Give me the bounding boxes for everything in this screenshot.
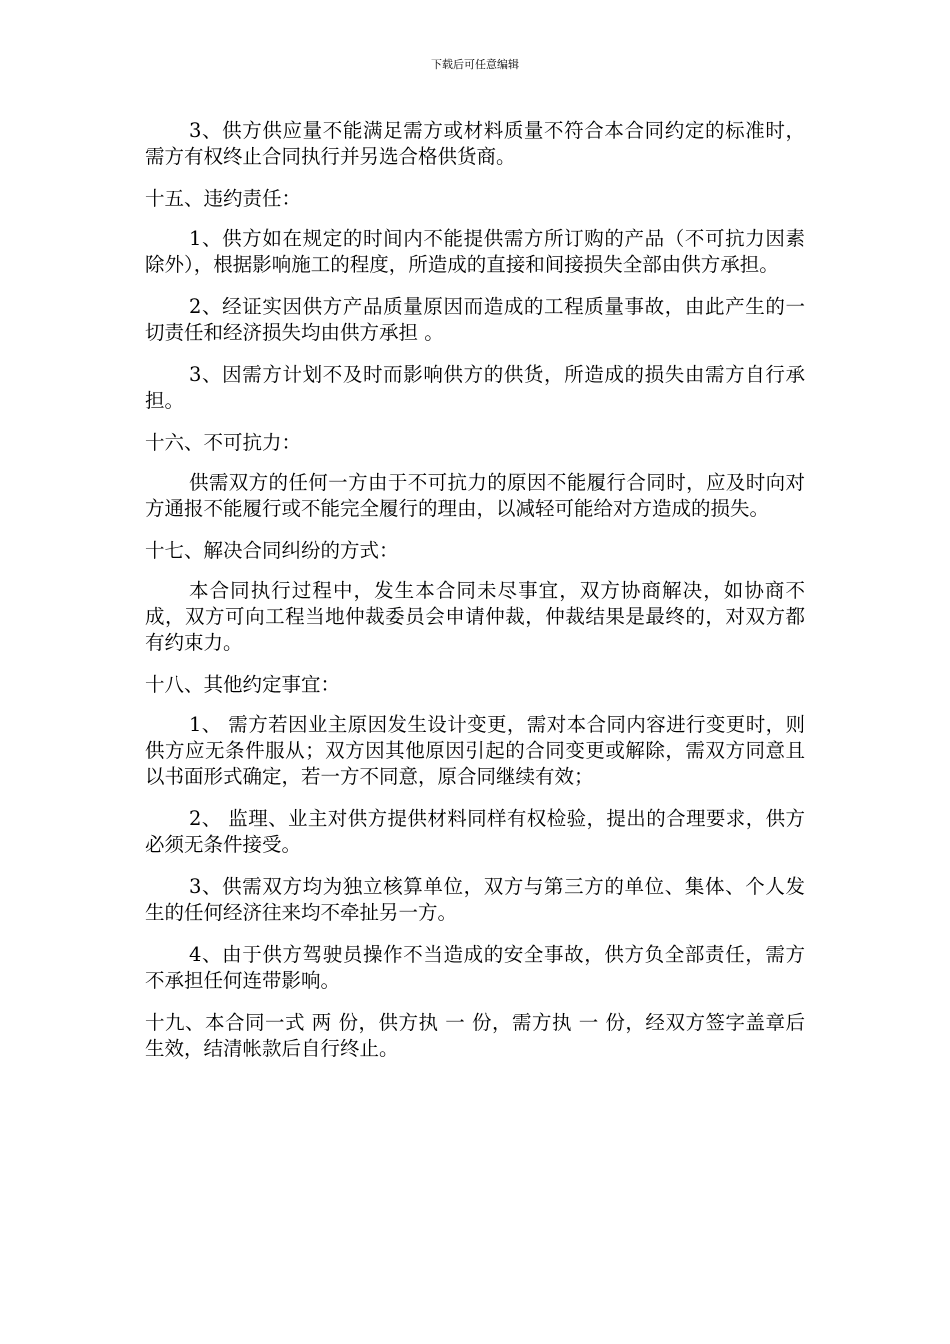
section-heading-18: 十八、其他约定事宜： — [145, 673, 341, 696]
paragraph-16-1: 供需双方的任何一方由于不可抗力的原因不能履行合同时，应及时向对方通报不能履行或不能完全履行的理由，以减轻可能给对方造成的损失。 — [145, 471, 805, 520]
paragraph-supply-termination: 3、供方供应量不能满足需方或材料质量不符合本合同约定的标准时，需方有权终止合同执行并另选合格供货商。 — [145, 119, 805, 168]
paragraph-17-1: 本合同执行过程中，发生本合同未尽事宜，双方协商解决，如协商不成，双方可向工程当地仲裁委员会申请仲裁，仲裁结果是最终的，对双方都有约束力。 — [145, 579, 805, 654]
section-heading-15: 十五、违约责任： — [145, 187, 302, 210]
section-heading-16: 十六、不可抗力： — [145, 431, 302, 454]
section-heading-17: 十七、解决合同纠纷的方式： — [145, 539, 399, 562]
section-heading-19: 十九、本合同一式 两 份，供方执 一 份，需方执 一 份，经双方签字盖章后生效，结清帐款后自行终止。 — [145, 1011, 805, 1060]
paragraph-18-1: 1、 需方若因业主原因发生设计变更，需对本合同内容进行变更时，则供方应无条件服从；双方因其他原因引起的合同变更或解除，需双方同意且以书面形式确定，若一方不同意，原合同继续有效； — [145, 713, 805, 788]
paragraph-18-2: 2、 监理、业主对供方提供材料同样有权检验，提出的合理要求，供方必须无条件接受。 — [145, 807, 805, 856]
document-body — [145, 118, 805, 1078]
page-header: 下载后可任意编辑 — [431, 58, 519, 71]
paragraph-18-3: 3、供需双方均为独立核算单位，双方与第三方的单位、集体、个人发生的任何经济往来均不牵扯另一方。 — [145, 875, 805, 924]
paragraph-15-2: 2、经证实因供方产品质量原因而造成的工程质量事故，由此产生的一切责任和经济损失均由供方承担 。 — [145, 295, 805, 344]
paragraph-18-4: 4、由于供方驾驶员操作不当造成的安全事故，供方负全部责任，需方不承担任何连带影响。 — [145, 943, 805, 992]
paragraph-15-3: 3、因需方计划不及时而影响供方的供货，所造成的损失由需方自行承担。 — [145, 363, 805, 412]
paragraph-15-1: 1、供方如在规定的时间内不能提供需方所订购的产品（不可抗力因素除外），根据影响施工的程度，所造成的直接和间接损失全部由供方承担。 — [145, 227, 805, 276]
